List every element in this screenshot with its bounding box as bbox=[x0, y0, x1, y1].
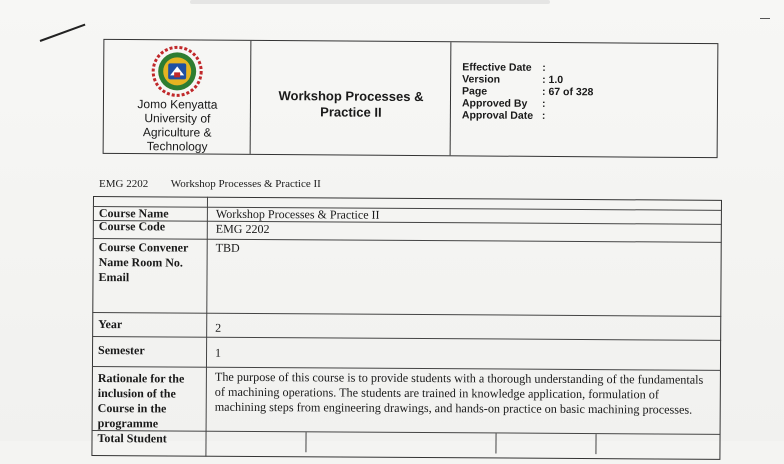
row-label: Total Student bbox=[97, 431, 167, 446]
header-logo-cell bbox=[104, 40, 252, 154]
document-title bbox=[251, 88, 451, 121]
university-line: Jomo Kenyatta bbox=[137, 97, 218, 112]
row-subcells bbox=[91, 431, 720, 455]
row-value: Workshop Processes & Practice II bbox=[215, 206, 380, 222]
meta-value: : 1.0 bbox=[542, 73, 564, 87]
title-line: Practice II bbox=[320, 104, 382, 120]
course-table bbox=[92, 196, 722, 445]
university-line: University of bbox=[144, 111, 211, 126]
row-value: EMG 2202 bbox=[215, 221, 270, 237]
meta-value: : bbox=[542, 61, 546, 74]
scan-artifact bbox=[190, 0, 550, 4]
meta-label: Page bbox=[462, 85, 488, 98]
university-line: Agriculture & bbox=[142, 125, 212, 140]
meta-row-approval-date bbox=[462, 109, 712, 123]
course-heading-code: EMG 2202 bbox=[99, 178, 149, 190]
university-line: Technology bbox=[146, 139, 208, 154]
row-label: Rationale for the inclusion of the Course in the programme bbox=[97, 371, 185, 431]
header-title-cell bbox=[251, 41, 452, 155]
meta-label: Effective Date bbox=[462, 61, 532, 74]
title-line: Workshop Processes & bbox=[278, 88, 424, 105]
edge-mark bbox=[760, 18, 770, 19]
course-heading-name: Workshop Processes & Practice II bbox=[170, 178, 321, 190]
subcell-divider bbox=[595, 434, 596, 454]
subcell-divider bbox=[495, 433, 496, 453]
row-label: Course Convener Name Room No. Email bbox=[98, 240, 189, 285]
table-row-rationale bbox=[92, 366, 721, 434]
university-crest-icon bbox=[150, 45, 204, 97]
table-row-course-convener bbox=[92, 238, 721, 316]
row-value: 1 bbox=[215, 345, 222, 360]
meta-label: Approved By bbox=[461, 97, 528, 110]
table-row-total-student bbox=[91, 430, 720, 464]
row-label: Course Code bbox=[98, 219, 166, 234]
course-heading bbox=[99, 178, 321, 190]
meta-label: Version bbox=[462, 73, 501, 86]
row-label: Year bbox=[98, 317, 123, 332]
meta-value: : bbox=[541, 97, 546, 110]
table-row-semester bbox=[92, 336, 721, 370]
university-name bbox=[104, 97, 251, 154]
document-header bbox=[103, 39, 719, 158]
row-label: Semester bbox=[98, 343, 145, 358]
row-value: TBD bbox=[215, 240, 240, 255]
row-value: The purpose of this course is to provide students with a thorough understanding of the fundamentals of machining operations. The students are trained in knowledge application, formulation of machining steps from engineering drawings, and hands-on practice on basic machining processes. bbox=[214, 369, 704, 417]
row-value: 2 bbox=[215, 320, 222, 335]
row-label: Course Name bbox=[98, 206, 169, 221]
meta-value: : 67 of 328 bbox=[542, 85, 594, 99]
document-metadata bbox=[462, 61, 712, 123]
subcell-divider bbox=[305, 432, 306, 452]
meta-label: Approval Date bbox=[461, 109, 534, 122]
meta-value: : bbox=[541, 109, 546, 122]
